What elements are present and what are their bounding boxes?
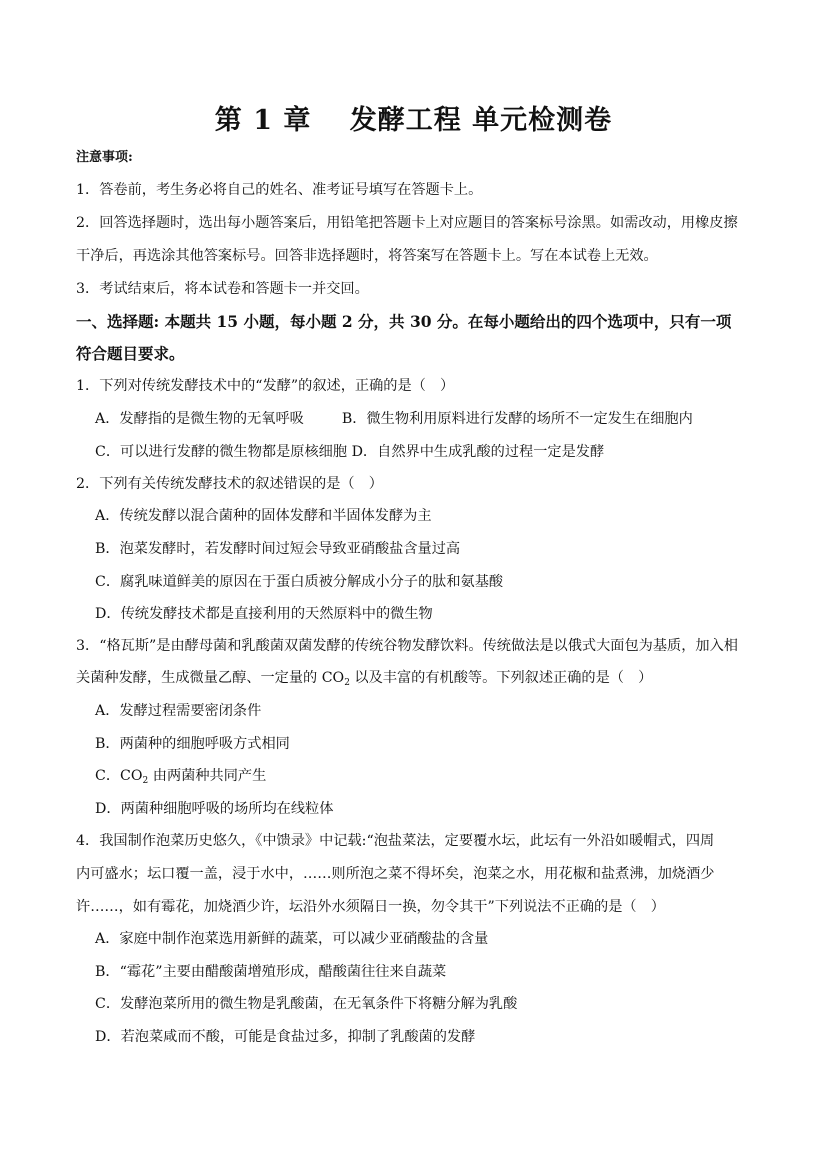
question-3-option-d: D．两菌种细胞呼吸的场所均在线粒体 bbox=[95, 801, 334, 817]
notice-item-2-cont: 干净后，再选涂其他答案标号。回答非选择题时，将答案写在答题卡上。写在本试卷上无效。 bbox=[76, 248, 658, 264]
question-1-options-row-1 bbox=[95, 409, 693, 429]
question-4-option-b: B．“霉花”主要由醋酸菌增殖形成，醋酸菌往往来自蔬菜 bbox=[95, 964, 447, 980]
question-2-stem: 2．下列有关传统发酵技术的叙述错误的是（ ） bbox=[76, 476, 383, 492]
question-3-stem-line-2 bbox=[76, 668, 652, 688]
question-1-option-d: D．自然界中生成乳酸的过程一定是发酵 bbox=[351, 444, 605, 460]
question-4-stem-line-3: 许……，如有霉花，加烧酒少许，坛沿外水须隔日一换，勿令其干”下列说法不正确的是（ ） bbox=[76, 899, 665, 915]
question-4-option-c: C．发酵泡菜所用的微生物是乳酸菌，在无氧条件下将糖分解为乳酸 bbox=[95, 996, 518, 1012]
question-4-option-a: A．家庭中制作泡菜选用新鲜的蔬菜，可以减少亚硝酸盐的含量 bbox=[95, 931, 489, 947]
question-3-option-c-text-end: 由两菌种共同产生 bbox=[148, 768, 267, 784]
notice-item-2: 2．回答选择题时，选出每小题答案后，用铅笔把答题卡上对应题目的答案标号涂黑。如需改动，用橡皮擦 bbox=[76, 215, 738, 231]
question-1-options-row-2 bbox=[95, 442, 604, 462]
question-4-stem-line-2: 内可盛水；坛口覆一盖，浸于水中，……则所泡之菜不得坏矣，泡菜之水，用花椒和盐煮沸，加烧酒少 bbox=[76, 866, 715, 882]
question-2-option-c: C．腐乳味道鲜美的原因在于蛋白质被分解成小分子的肽和氨基酸 bbox=[95, 574, 504, 590]
question-3-stem-text-end: 以及丰富的有机酸等。下列叙述正确的是（ ） bbox=[349, 670, 653, 686]
question-1-stem: 1．下列对传统发酵技术中的“发酵”的叙述，正确的是（ ） bbox=[76, 378, 455, 394]
question-4-option-d: D．若泡菜咸而不酸，可能是食盐过多，抑制了乳酸菌的发酵 bbox=[95, 1029, 476, 1045]
question-1-option-c: C．可以进行发酵的微生物都是原核细胞 bbox=[95, 444, 348, 460]
question-1-option-b: B．微生物利用原料进行发酵的场所不一定发生在细胞内 bbox=[341, 411, 693, 427]
notice-item-1: 1．答卷前，考生务必将自己的姓名、准考证号填写在答题卡上。 bbox=[76, 182, 483, 198]
question-3-option-b: B．两菌种的细胞呼吸方式相同 bbox=[95, 736, 290, 752]
question-3-stem-text: 关菌种发酵，生成微量乙醇、一定量的 CO bbox=[76, 670, 345, 686]
question-3-stem-line-1: 3．“格瓦斯”是由酵母菌和乳酸菌双菌发酵的传统谷物发酵饮料。传统做法是以俄式大面包为基质，加入相 bbox=[76, 638, 738, 654]
co2-subscript: 2 bbox=[142, 776, 149, 786]
page-title: 第 1 章 发酵工程 单元检测卷 bbox=[214, 105, 613, 136]
notice-item-3: 3．考试结束后，将本试卷和答题卡一并交回。 bbox=[76, 281, 369, 297]
question-1-option-a: A．发酵指的是微生物的无氧呼吸 bbox=[95, 411, 304, 427]
question-2-option-b: B．泡菜发酵时，若发酵时间过短会导致亚硝酸盐含量过高 bbox=[95, 541, 461, 557]
question-2-option-d: D．传统发酵技术都是直接利用的天然原料中的微生物 bbox=[95, 606, 433, 622]
question-3-option-c bbox=[95, 766, 266, 786]
question-3-option-c-text: C．CO bbox=[95, 768, 143, 784]
section-heading-cont: 符合题目要求。 bbox=[76, 344, 185, 363]
question-3-option-a: A．发酵过程需要密闭条件 bbox=[95, 703, 262, 719]
question-2-option-a: A．传统发酵以混合菌种的固体发酵和半固体发酵为主 bbox=[95, 508, 432, 524]
section-heading: 一、选择题: 本题共 15 小题，每小题 2 分，共 30 分。在每小题给出的四个选项中，只有一项 bbox=[76, 312, 732, 331]
question-4-stem-line-1: 4．我国制作泡菜历史悠久，《中馈录》中记载:“泡盐菜法，定要覆水坛，此坛有一外沿如暖帽式，四周 bbox=[76, 833, 715, 849]
co2-subscript: 2 bbox=[344, 678, 350, 688]
notice-heading: 注意事项: bbox=[76, 150, 133, 165]
